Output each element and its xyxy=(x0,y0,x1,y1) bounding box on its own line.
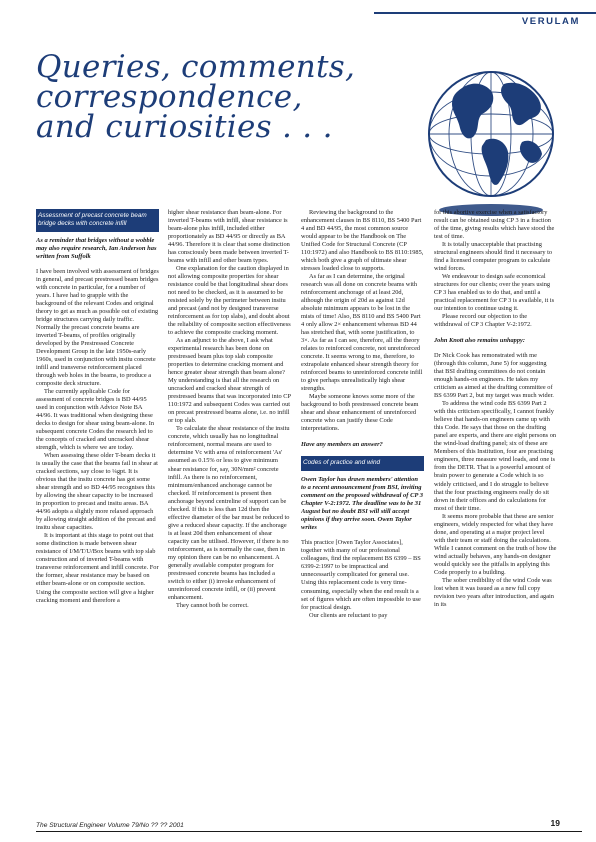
column-3 xyxy=(301,209,424,805)
paragraph: It seems more probable that these are senior engineers, widely respected for what they have done, and operating at a major project level with their team or staff doing the calculations. While I cannot comment on the truth of how the wind actually behaves, any hands-on designer would quickly see the pitfalls in applying this Code properly to a building. xyxy=(434,512,557,576)
page-title xyxy=(36,49,386,145)
paragraph: One explanation for the caution displayed in not allowing composite properties for shear resistance could be that longitudinal shear does not need to be checked, as it is assumed to be resisted solely by the perimeter between insitu and precast (and not by designed transverse reinforcement as for top slabs), and doubt about the reliability of composite section effectiveness to achieve the composite cracking moment. xyxy=(168,265,291,337)
paragraph: As an adjunct to the above, I ask what experimental research has been done on prestressed beam plus top slab composite properties to determine cracking moment and hence greater shear strength than beam alone? My understanding is that all the research on uncracked and cracked shear strength of prestressed beams that was incorporated into CP 110:1972 and subsequent Codes was carried out on precast prestressed beams alone, i.e. no infill or top slab. xyxy=(168,337,291,425)
paragraph: Dr Nick Cook has remonstrated with me (through this column, June 5) for suggesting that BSI drafting committees do not contain enough hands-on engineers. He takes my criticism as aimed at the drafting committee of BS 6399 Part 2, but my target was much wider. xyxy=(434,352,554,400)
paragraph: Maybe someone knows some more of the background to both prestressed concrete beam shear and shear enhancement of unreinforced concrete who can justify these Code interpretations. xyxy=(301,393,419,433)
standfirst-anderson: As a reminder that bridges without a wobble may also require research, Ian Anderson has written from Suffolk xyxy=(36,236,157,260)
paragraph: To calculate the shear resistance of the insitu concrete, which usually has no longitudinal reinforcement, normal means are used to determine Vc with area of reinforcement 'As' assumed as 0.15% or less to give minimum shear resistance for, say, 30N/mm² concrete infill. As there is no reinforcement, minimum/enhanced anchorage cannot be checked. If reinforcement is present then anchorage beyond centreline of support can be checked. If this is less than 12d then the effective diameter of the bar must be reduced to give a reduced shear capacity. If the anchorage is at least 20d then enhancement of shear capacity can be utilised. However, if there is no reinforcement, as is normally the case, then in my opinion there can be no enhancement. A generally available computer program for prestressed concrete beams has included a switch to either (i) invoke enhancement of unreinforced concrete infill, or (ii) prevent enhancement. xyxy=(168,425,290,601)
page-number: 19 xyxy=(550,818,560,828)
paragraph: Please record our objection to the withdrawal of CP 3 Chapter V-2:1972. xyxy=(434,313,532,329)
article-columns xyxy=(36,209,582,805)
standfirst-taylor: Owen Taylor has drawn members' attention to a recent announcement from BSI, inviting comment on the proposed withdrawal of CP 3 Chapter V-2:1972. The deadline was to be 31 August but no doubt BSI will still accept opinions if they arrive soon. Owen Taylor writes xyxy=(301,475,424,532)
paragraph: The sober credibility of the wind Code was lost when it was issued as a new full copy revision two years after introduction, and again in its xyxy=(434,576,554,608)
paragraph: I have been involved with assessment of bridges in general, and precast prestressed beam bridges with concrete in particular, for a number of years. I have had to grapple with the background of the relevant Codes and original theory to get as much as possible out of existing bridge structures carrying daily traffic. Normally the precast concrete beams are inverted T-beams, of profiles originally developed by the Prestressed Concrete Development Group in the late 1950s-early 1960s, used in conjunction with insitu concrete infill and transverse reinforcement placed through web holes in the beams, to produce a composite deck structure. xyxy=(36,267,159,388)
paragraph: To address the wind code BS 6399 Part 2 with this criticism specifically, I cannot frankly believe that hands-on engineers came up with this Code. He says that those on the drafting panel are experts, and there are eight persons on the wind-load drafting panel; six of these are Members of this Institution, four are practising engineers, three measure wind loads, and one is from the DETR. That is a powerful amount of brain power to generate a Code which is so widely criticised, and I do struggle to believe that the four practising engineers really do sit down in their offices and do calculations for most of their time. xyxy=(434,400,557,512)
paragraph: Reviewing the background to the enhancement clauses in BS 8110, BS 5400 Part 4 and BD 44/95, the most common source would appear to be the Handbook on The Unified Code for Structural Concrete (CP 110:1972) and also Handbook to BS 8110:1985, which both give a graph of ultimate shear stresses loaded close to supports. xyxy=(301,209,424,273)
paragraph: When assessing these older T-beam decks it is usually the case that the beams fail in shear at cracked sections, say close to ¼gpt. It is obvious that the insitu concrete has got some shear strength and so BD 44/95 recognises this by allowing the shear capacity to be increased in proportion to precast and insitu areas. BA 44/96 adopts a slightly more relaxed approach by allowing straight addition of the precast and insitu shear capacities. xyxy=(36,452,158,532)
paragraph: It is totally unacceptable that practising structural engineers should find it necessary to find a licensed computer program to calculate wind forces. xyxy=(434,241,553,273)
subhead-knott: John Knott also remains unhappy: xyxy=(434,337,525,345)
title-line-1: Queries, comments, xyxy=(36,49,356,85)
header-rule xyxy=(374,12,596,14)
column-2 xyxy=(168,209,291,805)
globe-icon xyxy=(422,58,560,218)
column-4 xyxy=(434,209,557,805)
title-line-2: correspondence, xyxy=(36,79,303,115)
section-heading-codes-wind: Codes of practice and wind xyxy=(301,456,424,470)
title-line-3: and curiosities . . . xyxy=(36,109,333,145)
paragraph: for this abortive exercise when a satisfactory result can be obtained using CP 3 in a fraction of the time, giving results which have stood the test of time. xyxy=(434,209,555,241)
journal-footer: The Structural Engineer Volume 79/No ?? ?? 2001 xyxy=(36,822,184,829)
paragraph: This practice [Owen Taylor Associates], together with many of our professional colleagues, find the replacement BS 6399 – BS 6399-2:1997 to be impractical and unnecessarily complicated for general use. Using this replacement code is very time-consuming, especially when the end result is a set of figures which are often impossible to use for practical design. xyxy=(301,539,421,611)
column-name: VERULAM xyxy=(521,16,580,27)
question-line: Have any members an answer? xyxy=(301,441,383,449)
section-heading-assessment: Assessment of precast concrete beam bridge decks with concrete infill xyxy=(36,209,159,232)
paragraph: Our clients are reluctant to pay xyxy=(309,611,388,619)
footer-rule xyxy=(36,831,582,832)
paragraph: We endeavour to design safe economical structures for our clients; over the years using CP 3 has enabled us to do that, and until a practical replacement for CP 3 is available, it is our intention to continue using it. xyxy=(434,273,555,313)
column-1 xyxy=(36,209,159,805)
paragraph: As far as I can determine, the original research was all done on concrete beams with reinforcement anchorage of at least 20d, although the origin of 20d as against 12d absolute minimum appears to be lost in the mists of time! Also, BS 8110 and BS 5400 Part 4 only allow 2× enhancement whereas BD 44 has stretched that, with some justification, to 3×. As far as I can see, therefore, all the theory relates to reinforced concrete, not unreinforced concrete. It seems wrong to me, therefore, to extrapolate enhanced shear strength theory for reinforced beams to unreinforced concrete infill to give perhaps unrealistically high shear strengths. xyxy=(301,273,423,393)
paragraph: It is important at this stage to point out that some distinction is made between shear resistance of I/M/T/U/Box beams with top slab construction and of inverted T-beams with transverse reinforcement and infill concrete. For the former, shear resistance may be based on either beam-alone or on composite section. Using the composite section will give a higher cracking moment and therefore a xyxy=(36,532,159,604)
paragraph: The currently applicable Code for assessment of concrete bridges is BD 44/95 used in conjunction with Advice Note BA 44/96. It was traditional when designing these decks to design for shear using beam-alone. In subsequent concrete Codes the research led to the concepts of cracked and uncracked shear strength, which is where we are today. xyxy=(36,388,155,452)
paragraph: They cannot both be correct. xyxy=(176,601,249,609)
paragraph: higher shear resistance than beam-alone. For inverted T-beams with infill, shear resistance is beam-alone plus infill, included either proportionately as BD 44/95 or directly as BA 44/96. Therefore it is clear that some distinction has consciously been made between inverted T-beams with infill and other beam types. xyxy=(168,209,290,265)
